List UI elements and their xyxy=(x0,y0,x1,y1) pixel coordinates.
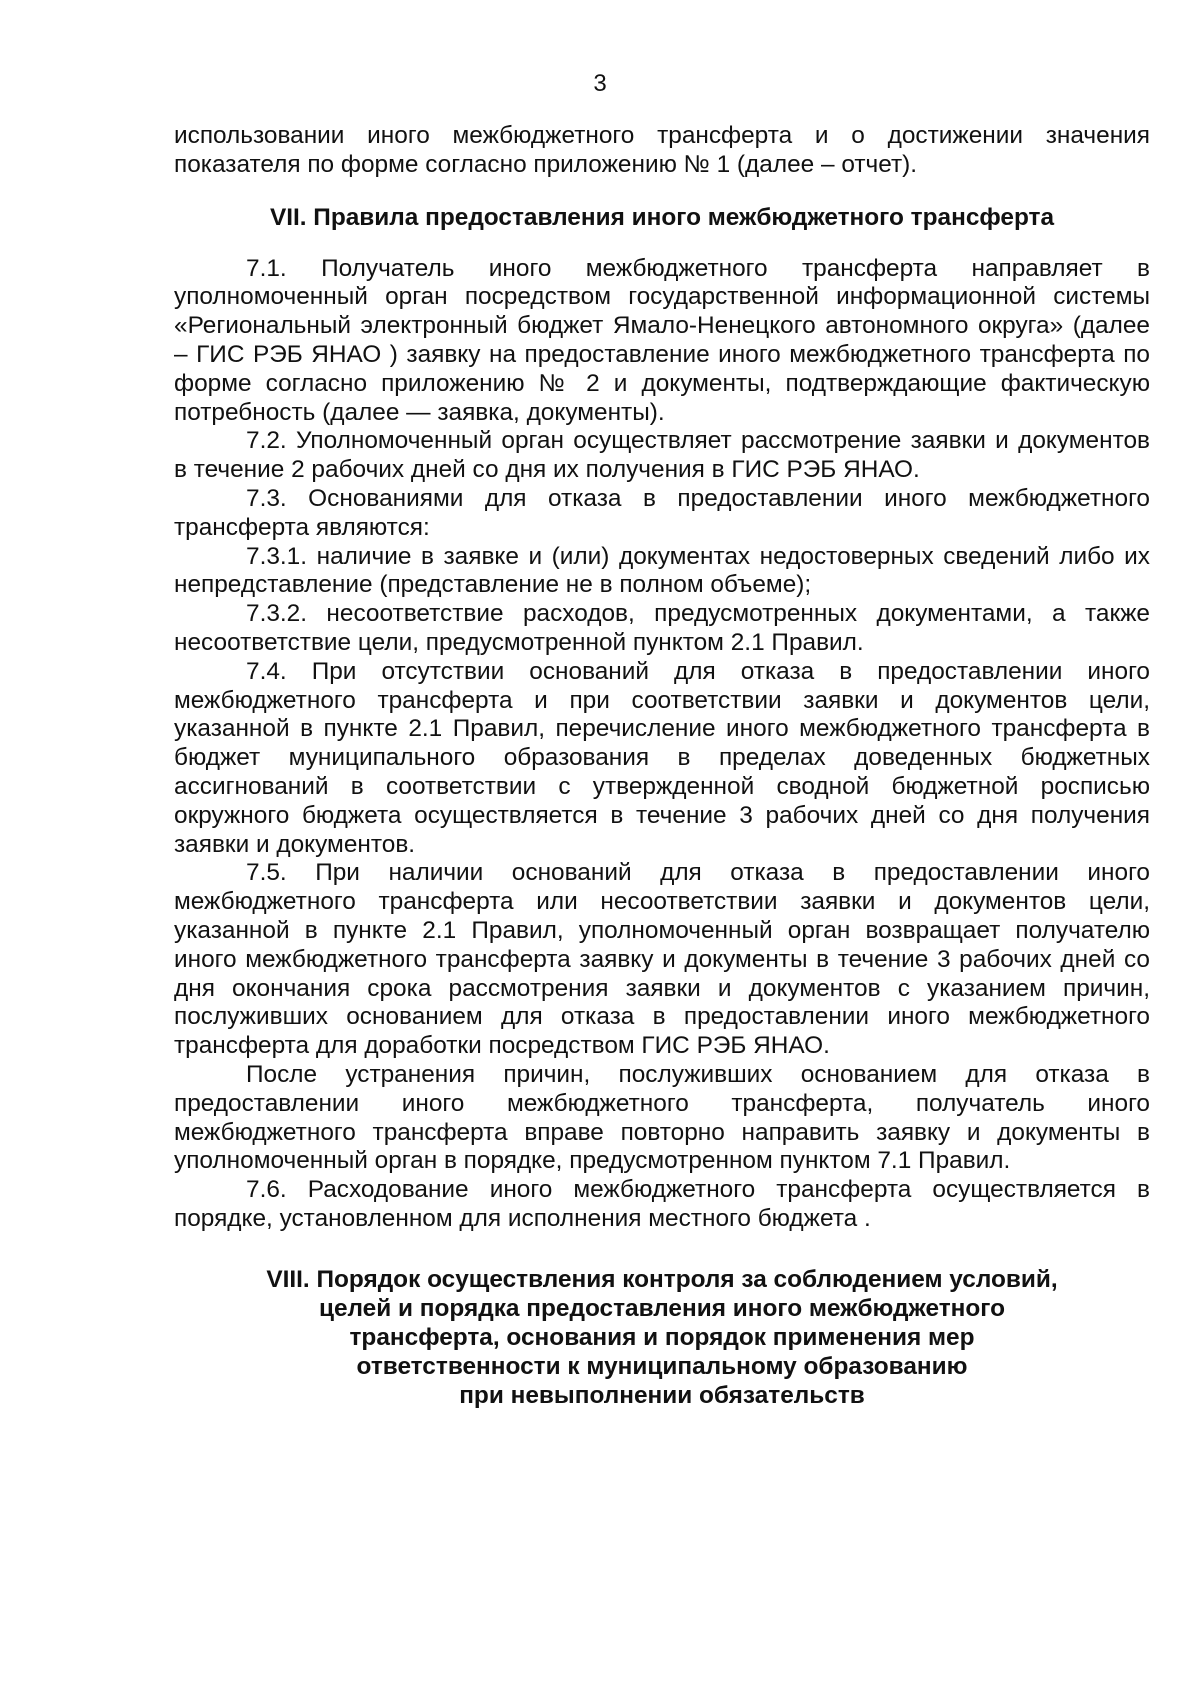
paragraph-7-5: 7.5. При наличии оснований для отказа в предоставлении иного межбюджетного трансферта или несоответствии заявки и документов цели, указанной в пункте 2.1 Правил, уполномоченный орган возвращает получателю иного межбюджетного трансферта заявку и документы в течение 3 рабочих дней со дня окончания срока рассмотрения заявки и документов с указанием причин, послуживших основанием для отказа в предоставлении иного межбюджетного трансферта для доработки посредством ГИС РЭБ ЯНАО. xyxy=(174,859,1150,1060)
page-number: 3 xyxy=(593,70,607,97)
section-8-heading-line: ответственности к муниципальному образованию xyxy=(356,1352,968,1380)
paragraph-7-5-continuation: После устранения причин, послуживших основанием для отказа в предоставлении иного межбюджетного трансферта, получатель иного межбюджетного трансферта вправе повторно направить заявку и документы в уполномоченный орган в порядке, предусмотренном пунктом 7.1 Правил. xyxy=(174,1060,1150,1175)
section-8-heading-line: трансферта, основания и порядок применения мер xyxy=(349,1323,975,1351)
paragraph-7-4: 7.4. При отсутствии оснований для отказа в предоставлении иного межбюджетного трансферта и при соответствии заявки и документов цели, указанной в пункте 2.1 Правил, перечисление иного межбюджетного трансферта в бюджет муниципального образования в пределах доведенных бюджетных ассигнований в соответствии с утвержденной сводной бюджетной росписью окружного бюджета осуществляется в течение 3 рабочих дней со дня получения заявки и документов. xyxy=(174,657,1150,858)
section-8-heading-line: при невыполнении обязательств xyxy=(459,1381,865,1409)
paragraph-7-1: 7.1. Получатель иного межбюджетного трансферта направляет в уполномоченный орган посредством государственной информационной системы «Региональный электронный бюджет Ямало-Ненецкого автономного округа» (далее – ГИС РЭБ ЯНАО ) заявку на предоставление иного межбюджетного трансферта по форме согласно приложению № 2 и документы, подтверждающие фактическую потребность (далее — заявка, документы). xyxy=(174,254,1150,426)
paragraph-7-3-2: 7.3.2. несоответствие расходов, предусмотренных документами, а также несоответствие цели, предусмотренной пунктом 2.1 Правил. xyxy=(174,600,1150,656)
section-8-heading xyxy=(214,1265,1110,1410)
paragraph-7-2: 7.2. Уполномоченный орган осуществляет рассмотрение заявки и документов в течение 2 рабочих дней со дня их получения в ГИС РЭБ ЯНАО. xyxy=(174,427,1150,484)
intro-paragraph: использовании иного межбюджетного трансферта и о достижении значения показателя по форме согласно приложению № 1 (далее – отчет). xyxy=(174,122,1150,178)
section-7-heading: VII. Правила предоставления иного межбюджетного трансферта xyxy=(269,203,1055,231)
paragraph-7-3-1: 7.3.1. наличие в заявке и (или) документах недостоверных сведений либо их непредставление (представление не в полном объеме); xyxy=(174,542,1150,599)
document-body xyxy=(174,122,1150,1410)
section-8-heading-line: VIII. Порядок осуществления контроля за соблюдением условий, xyxy=(266,1265,1058,1293)
paragraph-7-3: 7.3. Основаниями для отказа в предоставлении иного межбюджетного трансферта являются: xyxy=(174,484,1150,541)
paragraph-7-6: 7.6. Расходование иного межбюджетного трансферта осуществляется в порядке, установленном для исполнения местного бюджета . xyxy=(174,1176,1150,1232)
section-8-heading-line: целей и порядка предоставления иного межбюджетного xyxy=(318,1294,1006,1322)
